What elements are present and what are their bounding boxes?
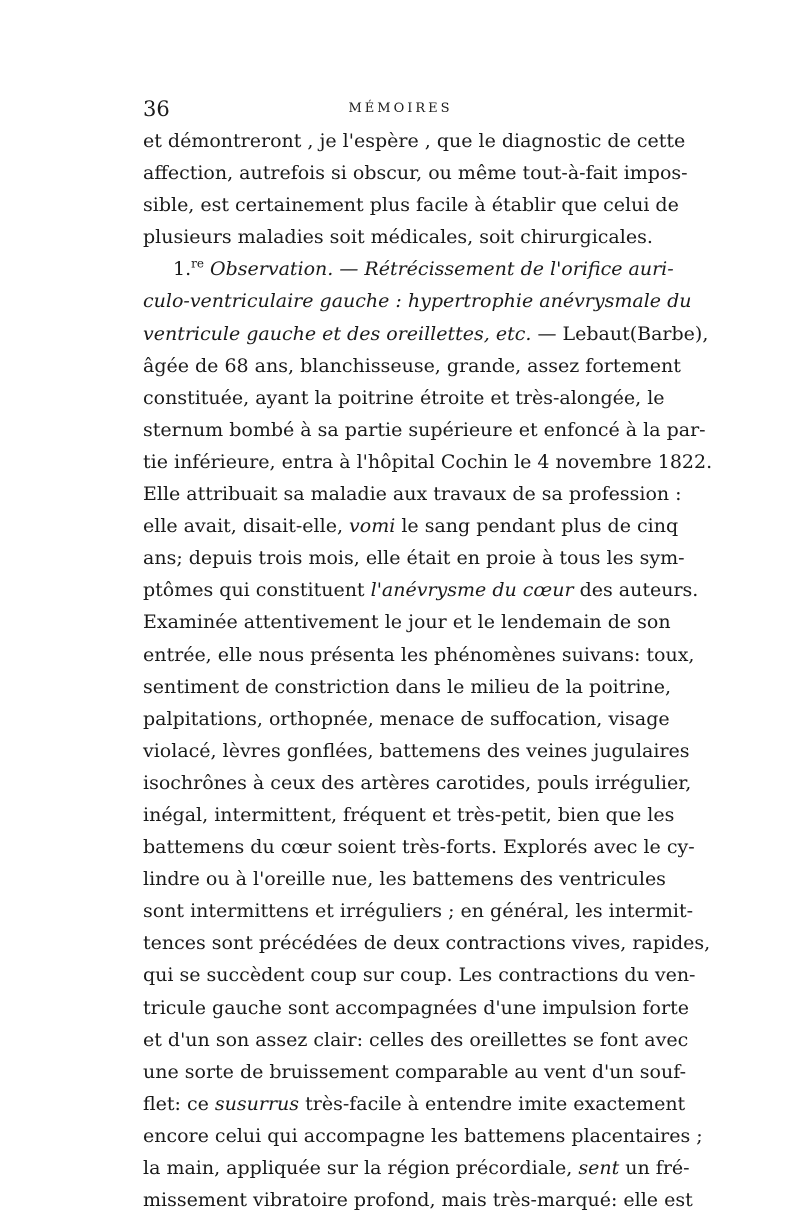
text-span: et d'un son assez clair: celles des oreillettes se font avec — [143, 1028, 689, 1051]
text-line — [143, 735, 690, 767]
running-title: MÉMOIRES — [348, 101, 453, 116]
text-line — [143, 895, 694, 927]
text-span: âgée de 68 ans, blanchisseuse, grande, assez fortement — [143, 354, 681, 377]
text-span: tences sont précédées de deux contractions vives, rapides, — [143, 932, 711, 955]
italic-span: vomi — [349, 515, 396, 538]
text-span: plusieurs maladies soit médicales, soit chirurgicales. — [143, 226, 653, 249]
text-span: très-facile à entendre imite exactement — [299, 1092, 686, 1115]
italic-span: ventricule gauche et des oreillettes, etc. — [143, 322, 532, 345]
text-span: flet: ce — [143, 1092, 215, 1115]
text-span: qui se succèdent coup sur coup. Les contractions du ven- — [143, 964, 696, 987]
italic-span: sent — [578, 1157, 620, 1179]
text-line — [143, 1120, 703, 1152]
text-line — [143, 318, 709, 350]
text-span: ans; depuis trois mois, elle était en proie à tous les sym- — [143, 547, 685, 570]
text-line — [143, 221, 658, 253]
text-span: violacé, lèvres gonflées, battemens des veines jugulaires — [143, 739, 690, 762]
text-line — [143, 799, 675, 831]
text-span: des auteurs. — [573, 579, 699, 602]
text-line — [143, 831, 695, 863]
text-line — [143, 1152, 690, 1184]
text-line — [143, 606, 671, 638]
text-span: isochrônes à ceux des artères carotides, pouls irrégulier, — [143, 771, 692, 794]
text-span: et démontreront , je l'espère , que le diagnostic de cette — [143, 130, 686, 152]
text-span: une sorte de bruissement comparable au vent d'un souf- — [143, 1060, 686, 1083]
text-line — [143, 446, 713, 478]
text-line — [143, 574, 699, 606]
text-span: constituée, ayant la poitrine étroite et très-alongée, le — [143, 386, 665, 409]
italic-span: susurrus — [214, 1092, 300, 1115]
text-span: tricule gauche sont accompagnées d'une impulsion forte — [143, 996, 689, 1019]
text-line — [143, 253, 674, 285]
text-line — [143, 414, 706, 446]
text-span: — Lebaut(Barbe), — [531, 322, 709, 345]
text-span: palpitations, orthopnée, menace de suffocation, visage — [143, 707, 670, 730]
text-line — [143, 478, 682, 510]
text-line — [143, 992, 689, 1024]
text-line — [143, 189, 679, 221]
text-line — [143, 1088, 686, 1120]
text-line — [143, 703, 670, 735]
text-span: un fré- — [619, 1157, 690, 1179]
text-span: Examinée attentivement le jour et le lendemain de son — [143, 611, 671, 634]
text-span: elle avait, disait-elle, — [143, 515, 350, 538]
text-span: sont intermittens et irréguliers ; en général, les intermit- — [143, 900, 694, 923]
text-line — [143, 927, 711, 959]
italic-span: culo-ventriculaire gauche : hypertrophie anévrysmale du — [143, 290, 692, 313]
text-span: lindre ou à l'oreille nue, les battemens des ventricules — [143, 868, 666, 891]
page-number: 36 — [143, 97, 170, 121]
superscript: re — [191, 257, 204, 272]
running-head — [143, 95, 658, 123]
text-span: entrée, elle nous présenta les phénomènes suivans: toux, — [143, 643, 695, 666]
text-line — [143, 863, 666, 895]
text-span: Elle attribuait sa maladie aux travaux de sa profession : — [143, 483, 682, 506]
text-line — [143, 671, 672, 703]
text-line — [143, 510, 679, 542]
text-span: ptômes qui constituent — [143, 579, 371, 602]
text-span: le sang pendant plus de cinq — [395, 515, 679, 538]
body-text — [143, 125, 713, 1216]
text-span: sentiment de constriction dans le milieu de la poitrine, — [143, 675, 672, 698]
text-line — [143, 959, 696, 991]
text-line — [143, 542, 685, 574]
text-line — [143, 382, 665, 414]
text-line — [143, 125, 686, 157]
text-line — [143, 350, 681, 382]
text-span: encore celui qui accompagne les battemens placentaires ; — [143, 1124, 703, 1147]
text-span: sternum bombé à sa partie supérieure et enfoncé à la par- — [143, 418, 706, 441]
text-span: affection, autrefois si obscur, ou même tout-à-fait impos- — [143, 162, 688, 185]
text-line — [143, 285, 692, 317]
text-span: inégal, intermittent, fréquent et très-petit, bien que les — [143, 803, 675, 826]
text-span: missement vibratoire profond, mais très-marqué: elle est — [143, 1189, 693, 1212]
text-line — [143, 157, 688, 189]
text-line — [143, 1024, 689, 1056]
text-span: 1. — [173, 258, 192, 281]
text-line — [143, 767, 692, 799]
text-span: tie inférieure, entra à l'hôpital Cochin le 4 novembre 1822. — [143, 450, 713, 473]
text-line — [143, 639, 695, 671]
text-span: battemens du cœur soient très-forts. Explorés avec le cy- — [143, 836, 695, 859]
text-line — [143, 1056, 686, 1088]
italic-span: l'anévrysme du cœur — [370, 579, 574, 602]
italic-span: Observation. — Rétrécissement de l'orifice auri- — [210, 258, 674, 281]
text-span: sible, est certainement plus facile à établir que celui de — [143, 194, 679, 217]
text-span: la main, appliquée sur la région précordiale, — [143, 1157, 579, 1179]
text-line — [143, 1184, 693, 1216]
